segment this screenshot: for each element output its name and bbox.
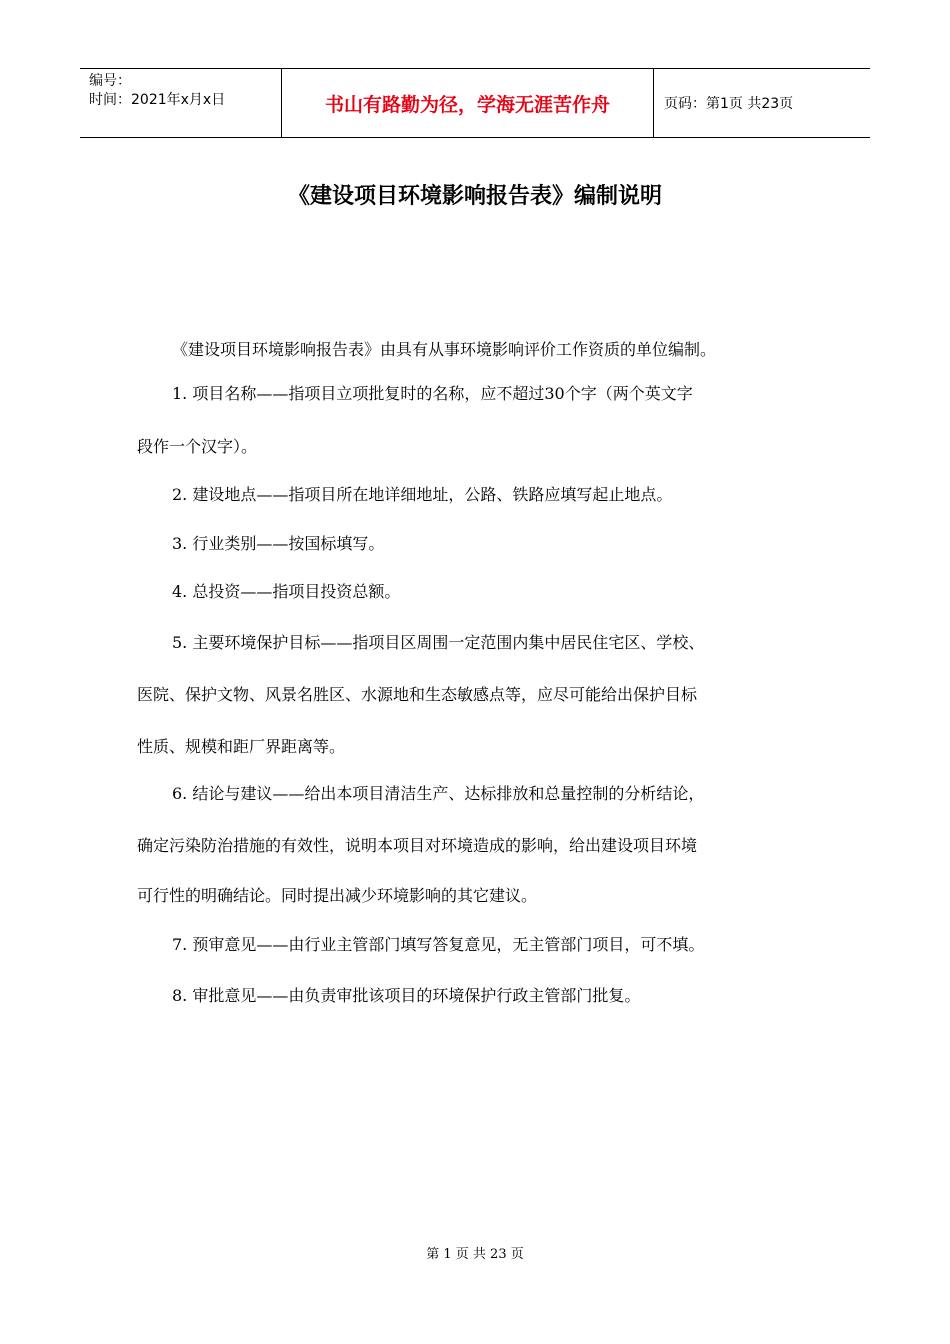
header-motto-cell: [282, 69, 654, 137]
header-page-info: 页码：第1页 共23页: [664, 96, 794, 112]
document-time-label: 时间：2021年x月x日: [89, 92, 226, 108]
header-page-cell: [654, 69, 870, 137]
item-5-line-3: 性质、规模和距厂界距离等。: [137, 737, 346, 756]
item-8: 8. 审批意见——由负责审批该项目的环境保护行政主管部门批复。: [172, 986, 641, 1005]
item-6-line-2: 确定污染防治措施的有效性，说明本项目对环境造成的影响，给出建设项目环境: [137, 836, 698, 855]
header-motto: 书山有路勤为径，学海无涯苦作舟: [324, 94, 610, 116]
item-6-line-1: 6. 结论与建议——给出本项目清洁生产、达标排放和总量控制的分析结论，: [172, 784, 705, 803]
item-7: 7. 预审意见——由行业主管部门填写答复意见，无主管部门项目，可不填。: [172, 935, 705, 954]
item-1-line-2: 段作一个汉字）。: [137, 437, 258, 456]
item-5-line-2: 医院、保护文物、风景名胜区、水源地和生态敏感点等，应尽可能给出保护目标: [137, 685, 698, 704]
header-meta-cell: [80, 69, 282, 137]
document-number-label: 编号：: [89, 73, 131, 89]
page-footer: 第 1 页 共 23 页: [426, 1247, 524, 1262]
item-5-line-1: 5. 主要环境保护目标——指项目区周围一定范围内集中居民住宅区、学校、: [172, 633, 705, 652]
page-header: [80, 68, 870, 138]
intro-paragraph: 《建设项目环境影响报告表》由具有从事环境影响评价工作资质的单位编制。: [172, 340, 717, 359]
item-3: 3. 行业类别——按国标填写。: [172, 534, 385, 553]
document-title: 《建设项目环境影响报告表》编制说明: [287, 183, 662, 209]
item-1-line-1: 1. 项目名称——指项目立项批复时的名称，应不超过30个字（两个英文字: [172, 384, 693, 403]
item-4: 4. 总投资——指项目投资总额。: [172, 582, 401, 601]
item-2: 2. 建设地点——指项目所在地详细地址，公路、铁路应填写起止地点。: [172, 485, 673, 504]
item-6-line-3: 可行性的明确结论。同时提出减少环境影响的其它建议。: [137, 886, 538, 905]
